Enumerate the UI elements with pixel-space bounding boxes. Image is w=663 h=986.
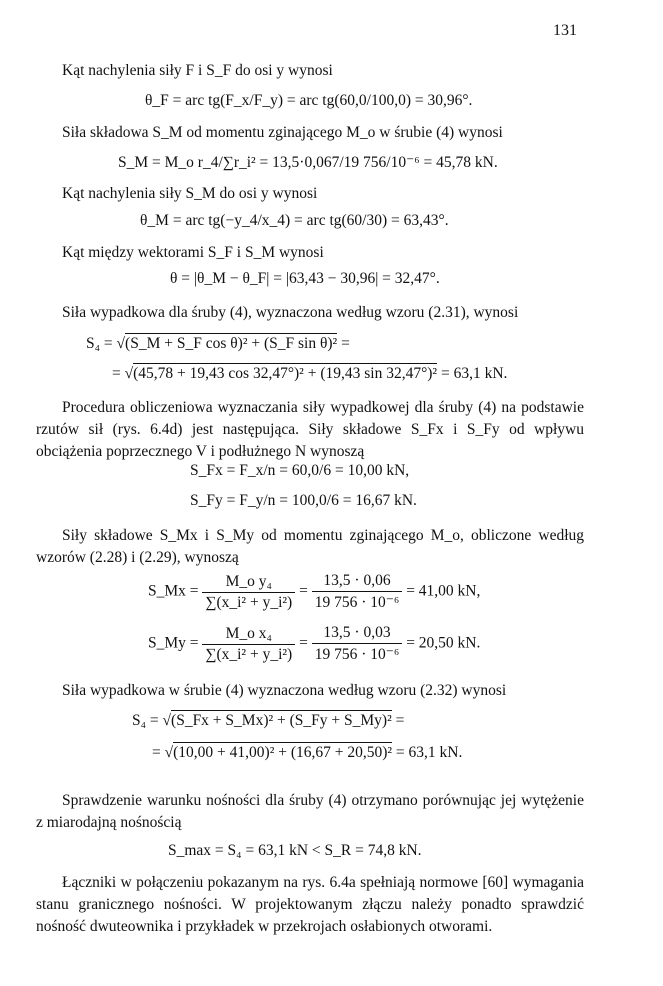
equation-10a-lhs: S₄ = √ bbox=[132, 712, 172, 729]
equation-9-rhs: = 20,50 kN. bbox=[406, 634, 481, 652]
paragraph-6: Procedura obliczeniowa wyznaczania siły wypadkowej dla śruby (4) na podstawie rzutów sił (rys. 6.4d) jest następująca. Siły składowe S_Fx i S_Fy od wpływu obciążenia poprzecznego V i podłużnego N wynoszą bbox=[36, 399, 584, 460]
equation-6: S_Fx = F_x/n = 60,0/6 = 10,00 kN, bbox=[190, 462, 410, 479]
equation-9-num-2: 13,5 · 0,03 bbox=[312, 624, 403, 644]
equation-5b-radicand: (45,78 + 19,43 cos 32,47°)² + (19,43 sin 32,47°)² bbox=[133, 365, 438, 382]
paragraph-9: Sprawdzenie warunku nośności dla śruby (4) otrzymano porównując jej wytężenie z miarodajną nośnością bbox=[36, 792, 584, 831]
equation-9-fraction-2 bbox=[312, 624, 403, 664]
page-number: 131 bbox=[553, 22, 577, 39]
equation-8 bbox=[148, 572, 480, 612]
paragraph-2: Siła składowa S_M od momentu zginającego M_o w śrubie (4) wynosi bbox=[62, 124, 503, 141]
equation-10a-radicand: (S_Fx + S_Mx)² + (S_Fy + S_My)² bbox=[171, 712, 392, 729]
equation-7: S_Fy = F_y/n = 100,0/6 = 16,67 kN. bbox=[190, 492, 417, 509]
paragraph-4: Kąt między wektorami S_F i S_M wynosi bbox=[62, 244, 324, 261]
equation-5b bbox=[112, 365, 507, 383]
paragraph-7: Siły składowe S_Mx i S_My od momentu zginającego M_o, obliczone według wzorów (2.28) i (2.29), wynoszą bbox=[36, 527, 584, 566]
equation-9-den-2: 19 756 · 10⁻⁶ bbox=[314, 646, 400, 663]
equation-8-fraction-2 bbox=[312, 572, 403, 612]
equation-1: θ_F = arc tg(F_x/F_y) = arc tg(60,0/100,0) = 30,96°. bbox=[145, 92, 473, 109]
equation-5a-rhs: = bbox=[341, 335, 350, 352]
equation-8-den-1: ∑(x_i² + y_i²) bbox=[205, 593, 293, 611]
equation-9-fraction-1 bbox=[202, 625, 295, 664]
equation-8-num-2: 13,5 · 0,06 bbox=[312, 572, 403, 592]
paragraph-10: Łączniki w połączeniu pokazanym na rys. 6.4a spełniają normowe [60] wymagania stanu granicznego nośności. W projektowanym złączu należy ponadto sprawdzić nośność dwuteownika i przykładek w przekrojach osłabionych otworami. bbox=[36, 874, 584, 935]
equation-8-eq: = bbox=[299, 582, 308, 600]
equation-5a bbox=[86, 335, 350, 353]
paragraph-5: Siła wypadkowa dla śruby (4), wyznaczona według wzoru (2.31), wynosi bbox=[62, 304, 519, 321]
equation-5b-lhs: = √ bbox=[112, 365, 134, 382]
equation-10b bbox=[152, 744, 462, 762]
equation-8-num-1: M_o y₄ bbox=[202, 573, 295, 593]
equation-5a-radicand: (S_M + S_F cos θ)² + (S_F sin θ)² bbox=[125, 335, 338, 352]
equation-9-eq: = bbox=[299, 634, 308, 652]
paragraph-1: Kąt nachylenia siły F i S_F do osi y wynosi bbox=[62, 62, 333, 79]
equation-10a bbox=[132, 712, 404, 730]
equation-5b-rhs: = 63,1 kN. bbox=[440, 365, 508, 382]
equation-9-num-1: M_o x₄ bbox=[202, 625, 295, 645]
equation-8-rhs: = 41,00 kN, bbox=[406, 582, 481, 600]
equation-3: θ_M = arc tg(−y_4/x_4) = arc tg(60/30) = 63,43°. bbox=[140, 212, 449, 229]
equation-10a-rhs: = bbox=[395, 712, 405, 729]
equation-4: θ = |θ_M − θ_F| = |63,43 − 30,96| = 32,47°. bbox=[170, 270, 440, 287]
equation-9-lhs: S_My = bbox=[148, 634, 199, 652]
equation-2: S_M = M_o r_4/∑r_i² = 13,5·0,067/19 756/10⁻⁶ = 45,78 kN. bbox=[118, 154, 498, 171]
equation-5a-lhs: S₄ = √ bbox=[86, 335, 126, 352]
equation-10b-rhs: = 63,1 kN. bbox=[395, 744, 463, 761]
equation-9 bbox=[148, 624, 480, 664]
equation-9-den-1: ∑(x_i² + y_i²) bbox=[205, 645, 293, 663]
paragraph-8: Siła wypadkowa w śrubie (4) wyznaczona według wzoru (2.32) wynosi bbox=[62, 682, 507, 699]
equation-10b-radicand: (10,00 + 41,00)² + (16,67 + 20,50)² bbox=[173, 744, 393, 761]
equation-10b-lhs: = √ bbox=[152, 744, 174, 761]
equation-8-lhs: S_Mx = bbox=[148, 582, 199, 600]
equation-8-fraction-1 bbox=[202, 573, 295, 612]
equation-11: S_max = S₄ = 63,1 kN < S_R = 74,8 kN. bbox=[168, 842, 422, 859]
equation-8-den-2: 19 756 · 10⁻⁶ bbox=[314, 594, 400, 611]
paragraph-3: Kąt nachylenia siły S_M do osi y wynosi bbox=[62, 185, 318, 202]
